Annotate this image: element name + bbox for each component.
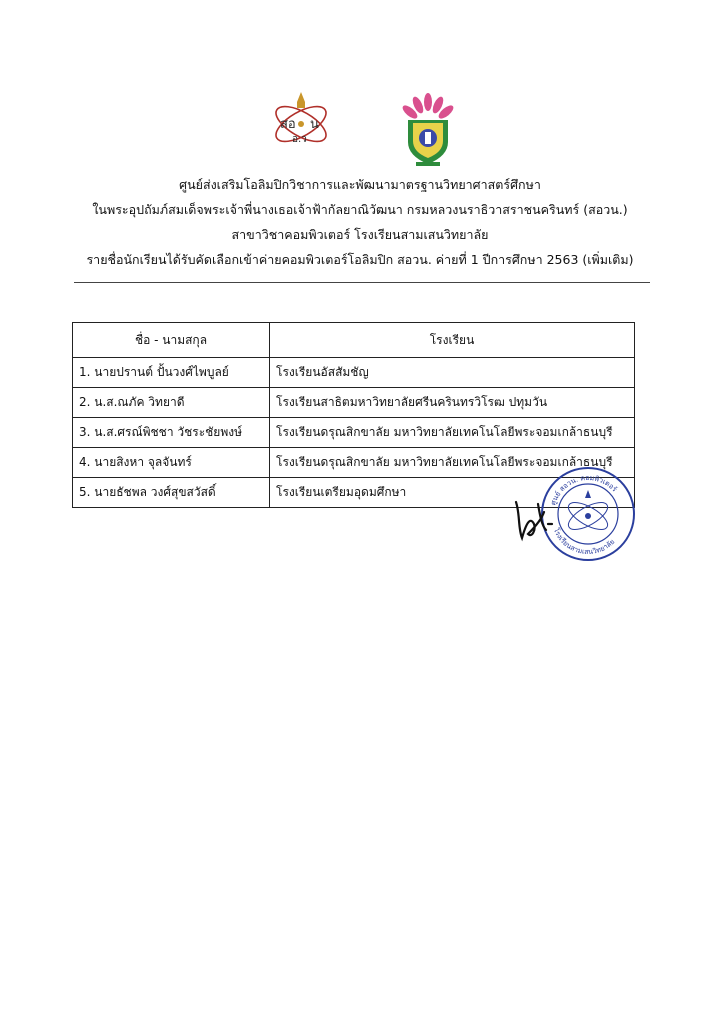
document-header — [60, 172, 660, 272]
header-line-1: ศูนย์ส่งเสริมโอลิมปิกวิชาการและพัฒนามาตรฐานวิทยาศาสตร์ศึกษา — [179, 177, 541, 192]
header-line-3: สาขาวิชาคอมพิวเตอร์ โรงเรียนสามเสนวิทยาลัย — [231, 227, 489, 242]
table-row — [73, 418, 635, 448]
student-name: 5. นายธัชพล วงศ์สุขสวัสดิ์ — [73, 478, 270, 508]
school-emblem-logo — [398, 92, 458, 170]
table-row — [73, 388, 635, 418]
posn-logo — [270, 90, 332, 152]
student-name: 4. นายสิงหา จุลจันทร์ — [73, 448, 270, 478]
student-school: โรงเรียนเตรียมอุดมศึกษา — [270, 478, 635, 508]
student-school: โรงเรียนดรุณสิกขาลัย มหาวิทยาลัยเทคโนโลยีพระจอมเกล้าธนบุรี — [270, 418, 635, 448]
student-name: 1. นายปรานต์ ปั้นวงศ์ไพบูลย์ — [73, 358, 270, 388]
svg-text:อ.ว: อ.ว — [292, 134, 307, 145]
column-header-school: โรงเรียน — [270, 323, 635, 358]
student-name: 2. น.ส.ณภัค วิทยาดี — [73, 388, 270, 418]
student-school: โรงเรียนสาธิตมหาวิทยาลัยศรีนครินทรวิโรฒ ปทุมวัน — [270, 388, 635, 418]
svg-text:น: น — [310, 117, 319, 132]
header-line-2: ในพระอุปถัมภ์สมเด็จพระเจ้าพี่นางเธอเจ้าฟ้ากัลยาณิวัฒนา กรมหลวงนราธิวาสราชนครินทร์ (สอวน.) — [92, 202, 628, 217]
table-row — [73, 358, 635, 388]
svg-text:สอ: สอ — [280, 117, 296, 132]
svg-text:ศูนย์ สอวน. คอมพิวเตอร์: ศูนย์ สอวน. คอมพิวเตอร์ — [549, 473, 619, 507]
svg-text:โรงเรียนสามเสนวิทยาลัย: โรงเรียนสามเสนวิทยาลัย — [551, 526, 617, 557]
header-line-4: รายชื่อนักเรียนได้รับคัดเลือกเข้าค่ายคอมพิวเตอร์โอลิมปิก สอวน. ค่ายที่ 1 ปีการศึกษา 2563 (เพิ่มเติม) — [86, 252, 634, 267]
column-header-name: ชื่อ - นามสกุล — [73, 323, 270, 358]
signature — [508, 494, 556, 546]
table-header-row — [73, 323, 635, 358]
student-school: โรงเรียนดรุณสิกขาลัย มหาวิทยาลัยเทคโนโลยีพระจอมเกล้าธนบุรี — [270, 448, 635, 478]
student-school: โรงเรียนอัสสัมชัญ — [270, 358, 635, 388]
header-divider — [74, 282, 650, 283]
student-name: 3. น.ส.ศรณ์พิชชา วัชระชัยพงษ์ — [73, 418, 270, 448]
